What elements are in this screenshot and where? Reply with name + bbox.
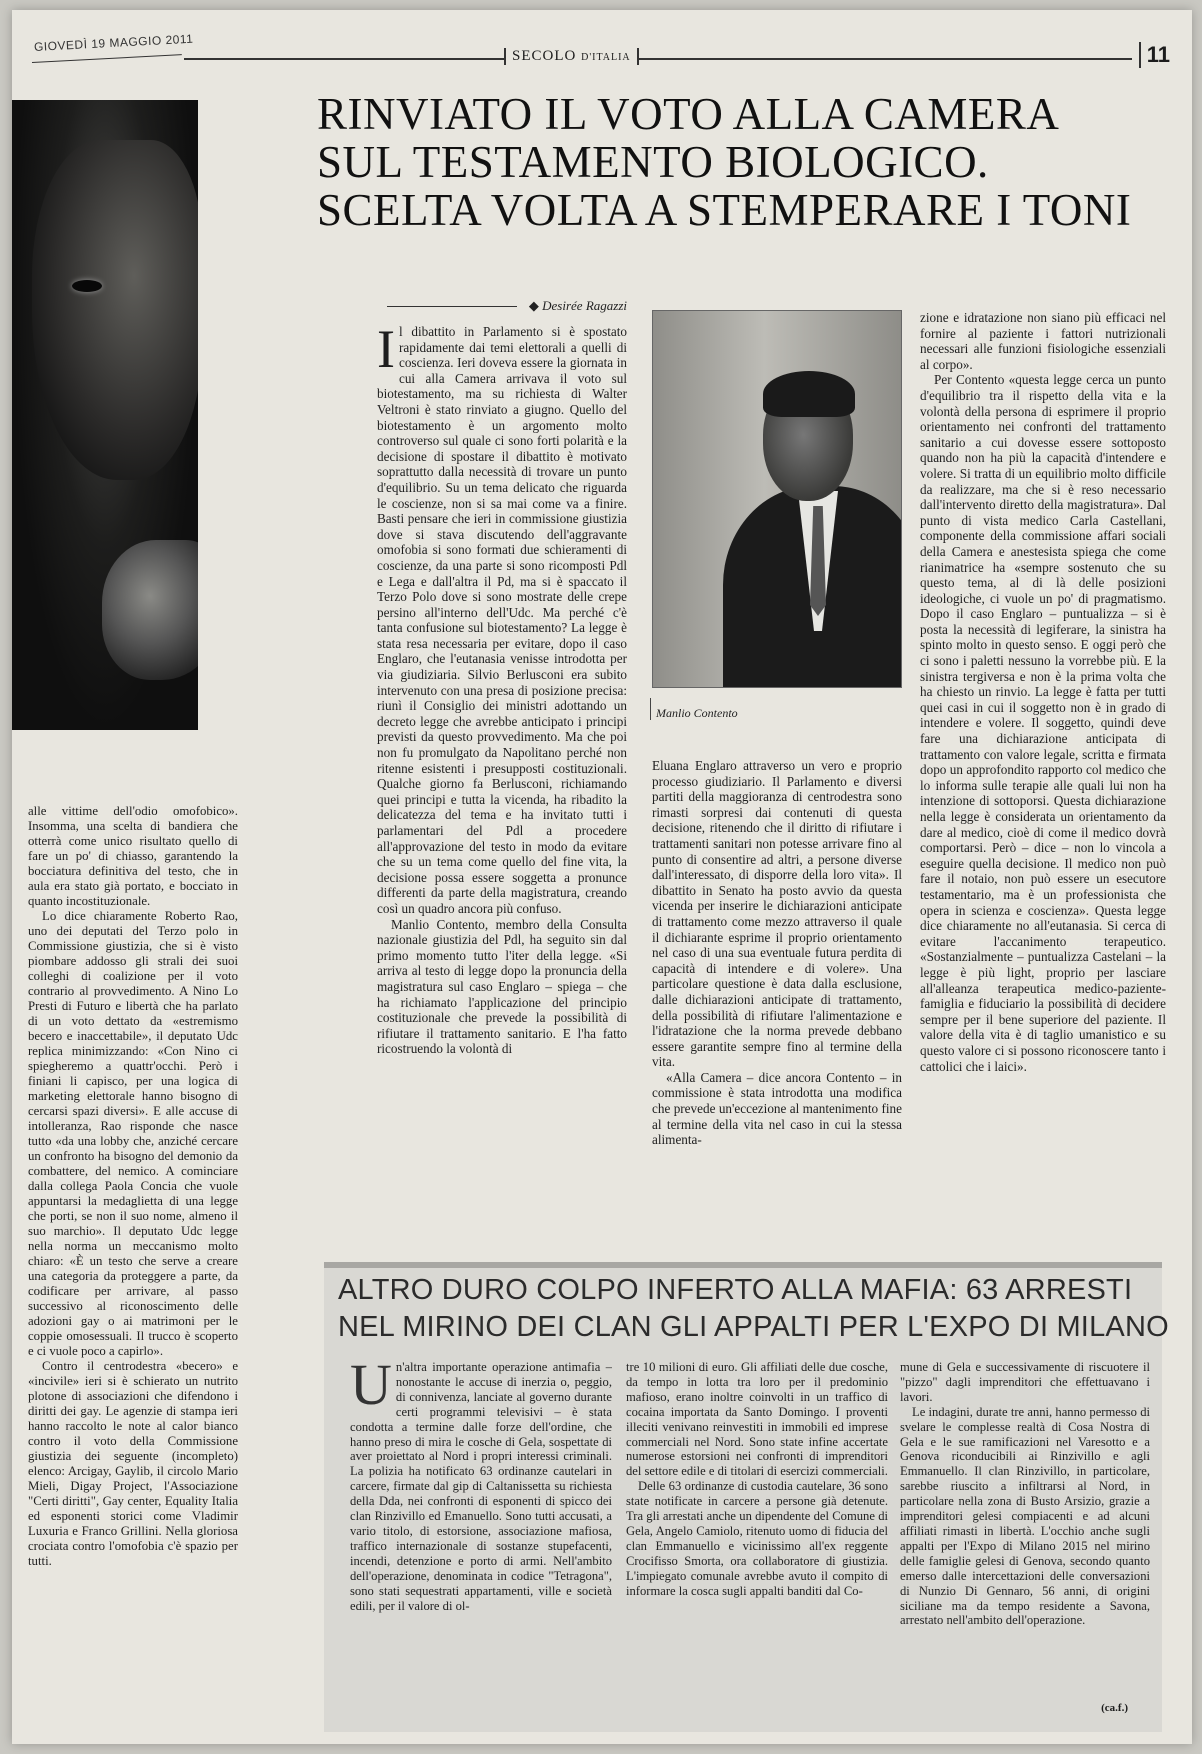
newspaper-page: [12, 10, 1192, 1744]
side-article-column: alle vittime dell'odio omofobico». Insomma, una scelta di bandiera che otterrà come unico risultato quello di fare un po' di chiasso, garantendo la bocciatura definitiva del testo, che in aula era stato già portato, e bocciato in quanto incostituzionale. Lo dice chiaramente Roberto Rao, uno dei deputati del Terzo polo in Commissione giustizia, che si è visto piombare addosso gli strali dei suoi colleghi di coalizione per il voto contrario al provvedimento. A Nino Lo Presti di Futuro e libertà che ha parlato di un voto dettato da «estremismo becero e inaccettabile», il deputato Udc replica minimizzando: «Con Nino ci spiegheremo a quattr'occhi. Però i finiani li capisco, per una logica di marketing elettorale hanno bisogno di cercarsi spazi diversi». E alle accuse di intolleranza, Rao risponde che nasce tutto «da una lobby che, anziché cercare un confronto ha bisogno del demonio da combattere, del nemico. A cominciare dalla collega Paola Concia che vuole appuntarsi la medaglietta di una legge che porti, se non il suo nome, almeno il suo marchio». Il deputato Udc legge nella norma un meccanismo molto chiaro: «È un testo che serve a creare una categoria da proteggere a parte, da codificare per arrivare, al passo successivo al riconoscimento delle adozioni gay o ai matrimoni per le coppie omosessuali. Il trucco è scoperto e ci vuole poco a capirlo». Contro il centrodestra «becero» e «incivile» ieri si è schierato un nutrito plotone di associazioni che difendono i diritti dei gay. Le agenzie di stampa ieri hanno raccolto le note al calor bianco contro il voto della Commissione giustizia dei seguente (incompleto) elenco: Arcigay, Gaylib, il circolo Mario Mieli, Digay Project, l'Associazione "Certi diritti", Gay center, Equality Italia ed esponenti storici come Vladimir Luxuria e Franco Grillini. Nella gloriosa crociata contro l'omofobia c'è spazio per tutti.: [28, 804, 238, 1568]
article-column-1: Il dibattito in Parlamento si è spostato rapidamente dai temi elettorali a quelli di coscienza. Ieri doveva essere la giornata in cui alla Camera arrivava il voto sul biotestamento, ma su richiesta di Walter Veltroni è stato rinviato a giugno. Quello del biotestamento è un argomento molto controverso sul quale ci sono forti polarità e la decisione di spostare il dibattito è motivato soprattutto dalla necessità di trovare un punto d'equilibrio. Su un tema delicato che riguarda le coscienze, non si sa mai come va a finire. Basti pensare che ieri in commissione giustizia dove si stava discutendo dell'aggravante omofobia si sono formati due schieramenti di coscienze, da una parte si sono ricomposti Pdl e Lega e dall'altra il Pd, ma si è spaccato il Terzo Polo dove si sono mostrate delle crepe persino all'interno dell'Udc. Ma perché c'è tanta confusione sul biotestamento? La legge è stata resa necessaria per evitare, dopo il caso Englaro, che l'eutanasia venisse introdotta per via giudiziaria. Silvio Berlusconi era subito intervenuto con una presa di posizione precisa: riunì il Consiglio dei ministri adottando un decreto legge che avrebbe anticipato i principi previsti da questo provvedimento. Ma che poi non fu promulgato da Napolitano perché non ritenne esistenti i presupposti costituzionali. Qualche giorno fa Berlusconi, richiamando quei principi e tutta la vicenda, ha ribadito la delicatezza del tema e ha invitato tutti i parlamentari del Pdl a procedere all'approvazione del testo in modo da evitare che su un tema come quello del fine vita, la decisione possa essere soggetta a pronunce differenti da parte della magistratura, creando così un quadro ancora più confuso. Manlio Contento, membro della Consulta nazionale giustizia del Pdl, ha seguito sin dal primo momento tutto l'iter della legge. «Si arriva al testo di legge dopo la pronuncia della magistratura sul caso Englaro – spiega – che ha richiamato l'applicazione del principio costituzionale che prevede la possibilità di rifiutare il trattamento sanitario. E l'ha fatto ricostruendo la volontà di: [377, 324, 627, 1057]
box-headline: ALTRO DURO COLPO INFERTO ALLA MAFIA: 63 ARRESTI NEL MIRINO DEI CLAN GLI APPALTI PER L'EXPO DI MILANO: [338, 1274, 1169, 1343]
box-column-1: Un'altra importante operazione antimafia – nonostante le accuse di inerzia o, peggio, di connivenza, lanciate al governo durante certi programmi televisivi – è stata condotta a termine dalle forze dell'ordine, che hanno preso di mira le cosche di Gela, sospettate di aver proiettato al Nord i propri interessi criminali. La polizia ha notificato 63 ordinanze cautelari in carcere, firmate dal gip di Caltanissetta su richiesta della Dda, nei confronti di esponenti di spicco dei clan Rinzivillo ed Emanuello. Sono tutti accusati, a vario titolo, di estorsione, associazione mafiosa, traffico internazionale di sostanze stupefacenti, incendi, detenzione e porto di armi. Nell'ambito dell'operazione, denominata in codice "Tetragona", sono stati sequestrati appartamenti, ville e società edili, per il valore di ol-: [350, 1360, 612, 1613]
article-column-3: zione e idratazione non siano più efficaci nel fornire al paziente i fattori nutrizionali necessari alle funzioni fisiologiche essenziali al corpo». Per Contento «questa legge cerca un punto d'equilibrio tra il rispetto della vita e la volontà della persona di esprimere il proprio orientamento nei confronti del trattamento sanitario a cui dovesse essere sottoposto quando non ha più la capacità d'intendere e volere. Si tratta di un equilibrio molto difficile da realizzare, ma che si è reso necessario dall'intervento diretto della magistratura». Dal punto di vista medico Carla Castellani, componente della commissione affari sociali della Camera e anestesista spiega che come rianimatrice ha «sempre sostenuto che su questo tema, al di là delle posizioni ideologiche, ci vuole un po' di pragmatismo. Dopo il caso Englaro – puntualizza – si è posta la necessità di legiferare, la sinistra ha spinto molto in questo senso. E oggi però che ci sono i paletti nessuno la vorrebbe più. E la sinistra tergiversa e non è la prima volta che ha chiesto un rinvio. La legge è fatta per tutti quei casi in cui il soggetto non è in grado di intendere e volere. Il soggetto, quindi deve fare una dichiarazione anticipata di trattamento con valore legale, scritta e firmata dopo un approfondito rapporto col medico che lo informa sulle terapie alle quali lui non ha intenzione di sottoporsi. Questa dichiarazione nella legge è considerata un orientamento da dare al medico, cioè di come il medico dovrà comportarsi. Però – dice – non lo vincola a eseguire quella decisione. Il medico non può fare il notaio, non può essere un esecutore testamentario, ma è un professionista che opera in scienza e coscienza». Questa legge dice chiaramente no all'eutanasia. Si cerca di evitare l'accanimento terapeutico. «Sostanzialmente – puntualizza Castelani – la legge è più light, proprio per lasciare all'alleanza terapeutica medico-paziente-famiglia e fiduciario la possibilità di decidere sempre per il bene superiore del paziente. Il valore della vita è di taglio umanistico e su questo valore ci si possono riconoscere tanto i cattolici che i laici».: [920, 310, 1166, 1074]
box-column-2: tre 10 milioni di euro. Gli affiliati delle due cosche, da tempo in lotta tra loro per il predominio mafioso, erano inoltre coinvolti in un traffico di cocaina importata da Santo Domingo. I proventi illeciti venivano reinvestiti in immobili ed imprese commerciali nel Nord. Sono state infine accertate numerose estorsioni nei confronti di imprenditori del settore edile e di titolari di esercizi commerciali. Delle 63 ordinanze di custodia cautelare, 36 sono state notificate in carcere a persone già detenute. Tra gli arrestati anche un dipendente del Comune di Gela, Angelo Camiolo, ritenuto uomo di fiducia del clan Emmanuello e vicinissimo all'ex reggente Crocifisso Smorta, ora collaboratore di giustizia. L'impiegato comunale avrebbe avuto il compito di informare la cosca sugli appalti banditi dal Co-: [626, 1360, 888, 1598]
portrait-photo: [652, 310, 902, 688]
masthead: [24, 28, 1180, 68]
article-headline: RINVIATO IL VOTO ALLA CAMERA SUL TESTAMENTO BIOLOGICO. SCELTA VOLTA A STEMPERARE I TONI: [317, 89, 1132, 235]
newspaper-name: SECOLO D'ITALIA: [504, 48, 639, 65]
box-drop-cap: U: [350, 1360, 392, 1417]
byline: ◆ Desirée Ragazzi: [387, 298, 627, 314]
author-initials: (ca.f.): [1101, 1702, 1128, 1714]
article-column-2: Eluana Englaro attraverso un vero e proprio processo giudiziario. Il Parlamento e diversi partiti della maggioranza di centrodestra sono rimasti sorpresi dai contenuti di questa decisione, ritenendo che il diritto di rifiutare i trattamenti sanitari non potesse arrivare fino al punto di consentire ad altri, a persone diverse dall'interessato, di disporre della loro vita». Il dibattito in Senato ha posto avvio da questa vicenda per inserire le dichiarazioni anticipate di trattamento come mezzo attraverso il quale il dichiarante esprime il proprio orientamento nel caso di una sua eventuale futura perdita di capacità di intendere e di volere». Una particolare questione è data dalla esclusione, dalle dichiarazioni anticipate di trattamento, della possibilità di rifiutare l'alimentazione e l'idratazione che la norma prevede debbano essere garantite sempre fino al termine della vita. «Alla Camera – dice ancora Contento – in commissione è stata introdotta una modifica che prevede un'eccezione al mantenimento fine al termine della vita nel caso in cui la stessa alimenta-: [652, 758, 902, 1148]
page-number: 11: [1139, 42, 1170, 68]
photo-caption: Manlio Contento: [656, 706, 896, 721]
drop-cap: I: [377, 324, 395, 379]
issue-date: GIOVEDÌ 19 MAGGIO 2011: [33, 31, 194, 54]
box-column-3: mune di Gela e successivamente di riscuotere il "pizzo" dagli imprenditori che effettuavano i lavori. Le indagini, durate tre anni, hanno permesso di svelare le complesse realtà di Cosa Nostra di Gela e le sue ramificazioni nel Varesotto e a Genova riconducibili ai Rinzivillo e agli Emmanuello. Il clan Rinzivillo, in particolare, sarebbe riuscito a infiltrarsi al Nord, in particolare nella zona di Busto Arsizio, grazie a imprenditori gelesi compiacenti e ad alcuni affiliati rimasti in libertà. L'occhio anche sugli appalti per l'Expo di Milano 2015 nel mirino delle famiglie gelesi di Genova, secondo quanto emerso dalle intercettazioni delle conversazioni di Nunzio Di Gennaro, 56 anni, di origini siciliane ma da tempo residente a Savona, arrestato nell'ambito dell'operazione.: [900, 1360, 1150, 1628]
left-photo: [12, 100, 198, 730]
